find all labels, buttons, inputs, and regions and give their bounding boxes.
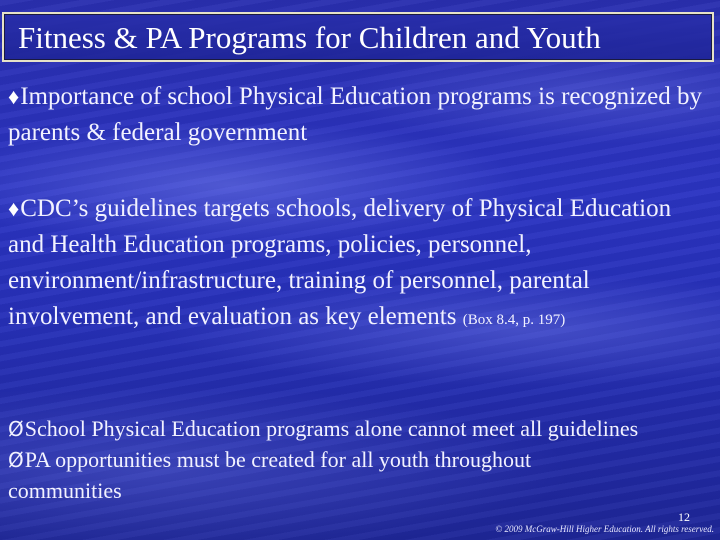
diamond-bullet-icon: ♦ [8,196,20,221]
bullet-item [8,191,708,338]
bullet-text: CDC’s guidelines targets schools, delivery of Physical Education and Health Education programs, policies, personnel, environment/infrastructure, training of personnel, parental involvement, and evaluation as key elements [8,195,672,330]
bullet-text: Importance of school Physical Education programs is recognized by parents & federal government [8,83,702,146]
sub-point-continuation [8,475,122,506]
slide-title: Fitness & PA Programs for Children and Youth [18,20,601,55]
page-number: 12 [678,510,690,524]
diamond-bullet-icon: ♦ [8,84,20,109]
sub-point-text: communities [8,478,122,503]
box-reference: (Box 8.4, p. 197) [462,312,566,328]
sub-point [8,444,531,476]
title-bar [2,12,714,62]
arrow-bullet-icon: Ø [8,417,24,441]
sub-point [8,413,638,445]
sub-point-text: PA opportunities must be created for all youth throughout [24,447,532,472]
arrow-bullet-icon: Ø [8,448,24,472]
sub-point-text: School Physical Education programs alone cannot meet all guidelines [24,416,639,441]
bullet-item [8,79,708,151]
copyright-notice: © 2009 McGraw-Hill Higher Education. All rights reserved. [495,524,714,534]
